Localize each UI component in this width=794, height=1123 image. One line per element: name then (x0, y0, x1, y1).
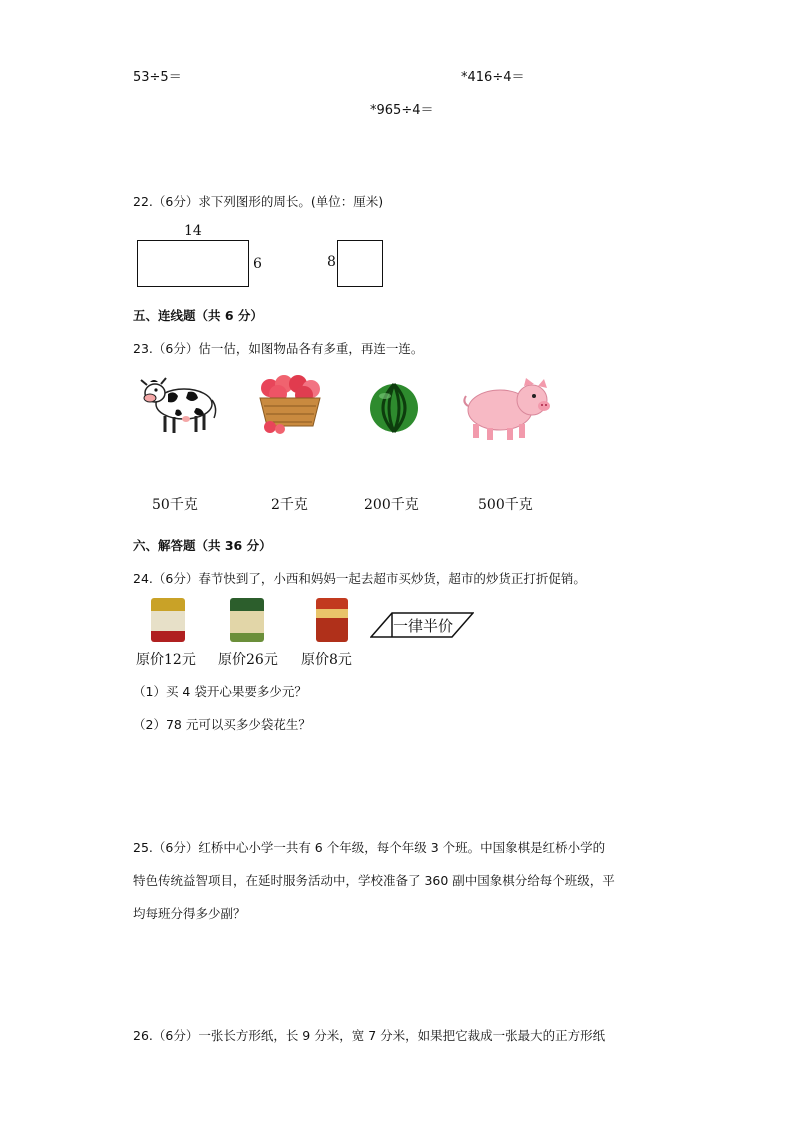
square-side-label: 8 (327, 254, 336, 270)
section-6-title: 六、解答题（共 36 分） (133, 538, 272, 553)
pig-icon (460, 376, 552, 442)
question-25-line-1: 25.（6分）红桥中心小学一共有 6 个年级，每个年级 3 个班。中国象棋是红桥小学的 (133, 840, 606, 855)
question-24-sub-1: （1）买 4 袋开心果要多少元？ (133, 684, 307, 699)
weight-option-2: 2千克 (271, 497, 308, 513)
rectangle-length-label: 14 (184, 223, 202, 239)
peanut-bag-icon (230, 598, 264, 642)
price-seeds: 原价8元 (301, 652, 352, 668)
calc-question-1: 53÷5＝ (133, 70, 182, 85)
question-22-stem: 22.（6分）求下列图形的周长。(单位：厘米) (133, 194, 384, 209)
question-24-sub-2: （2）78 元可以买多少袋花生？ (133, 717, 311, 732)
weight-option-4: 500千克 (478, 497, 533, 513)
price-peanut: 原价26元 (218, 652, 278, 668)
rectangle-shape (137, 240, 249, 287)
sale-sign-text: 一律半价 (393, 617, 454, 635)
cow-icon (138, 372, 220, 438)
calc-question-3: *965÷4＝ (370, 103, 434, 118)
section-5-title: 五、连线题（共 6 分） (133, 308, 263, 323)
question-26-line-1: 26.（6分）一张长方形纸，长 9 分米，宽 7 分米，如果把它裁成一张最大的正方形纸 (133, 1028, 606, 1043)
question-24-stem: 24.（6分）春节快到了，小西和妈妈一起去超市买炒货，超市的炒货正打折促销。 (133, 571, 586, 586)
question-23-stem: 23.（6分）估一估，如图物品各有多重，再连一连。 (133, 341, 424, 356)
question-25-line-3: 均每班分得多少副？ (133, 906, 246, 921)
apple-basket-icon (256, 372, 324, 434)
question-25-line-2: 特色传统益智项目，在延时服务活动中，学校准备了 360 副中国象棋分给每个班级，平 (133, 873, 615, 888)
calc-question-2: *416÷4＝ (461, 70, 525, 85)
price-pistachio: 原价12元 (136, 652, 196, 668)
rectangle-width-label: 6 (253, 256, 262, 272)
weight-option-1: 50千克 (152, 497, 198, 513)
pistachio-bag-icon (151, 598, 185, 642)
seed-bag-icon (316, 598, 348, 642)
weight-option-3: 200千克 (364, 497, 419, 513)
watermelon-icon (368, 382, 420, 434)
square-shape (337, 240, 383, 287)
